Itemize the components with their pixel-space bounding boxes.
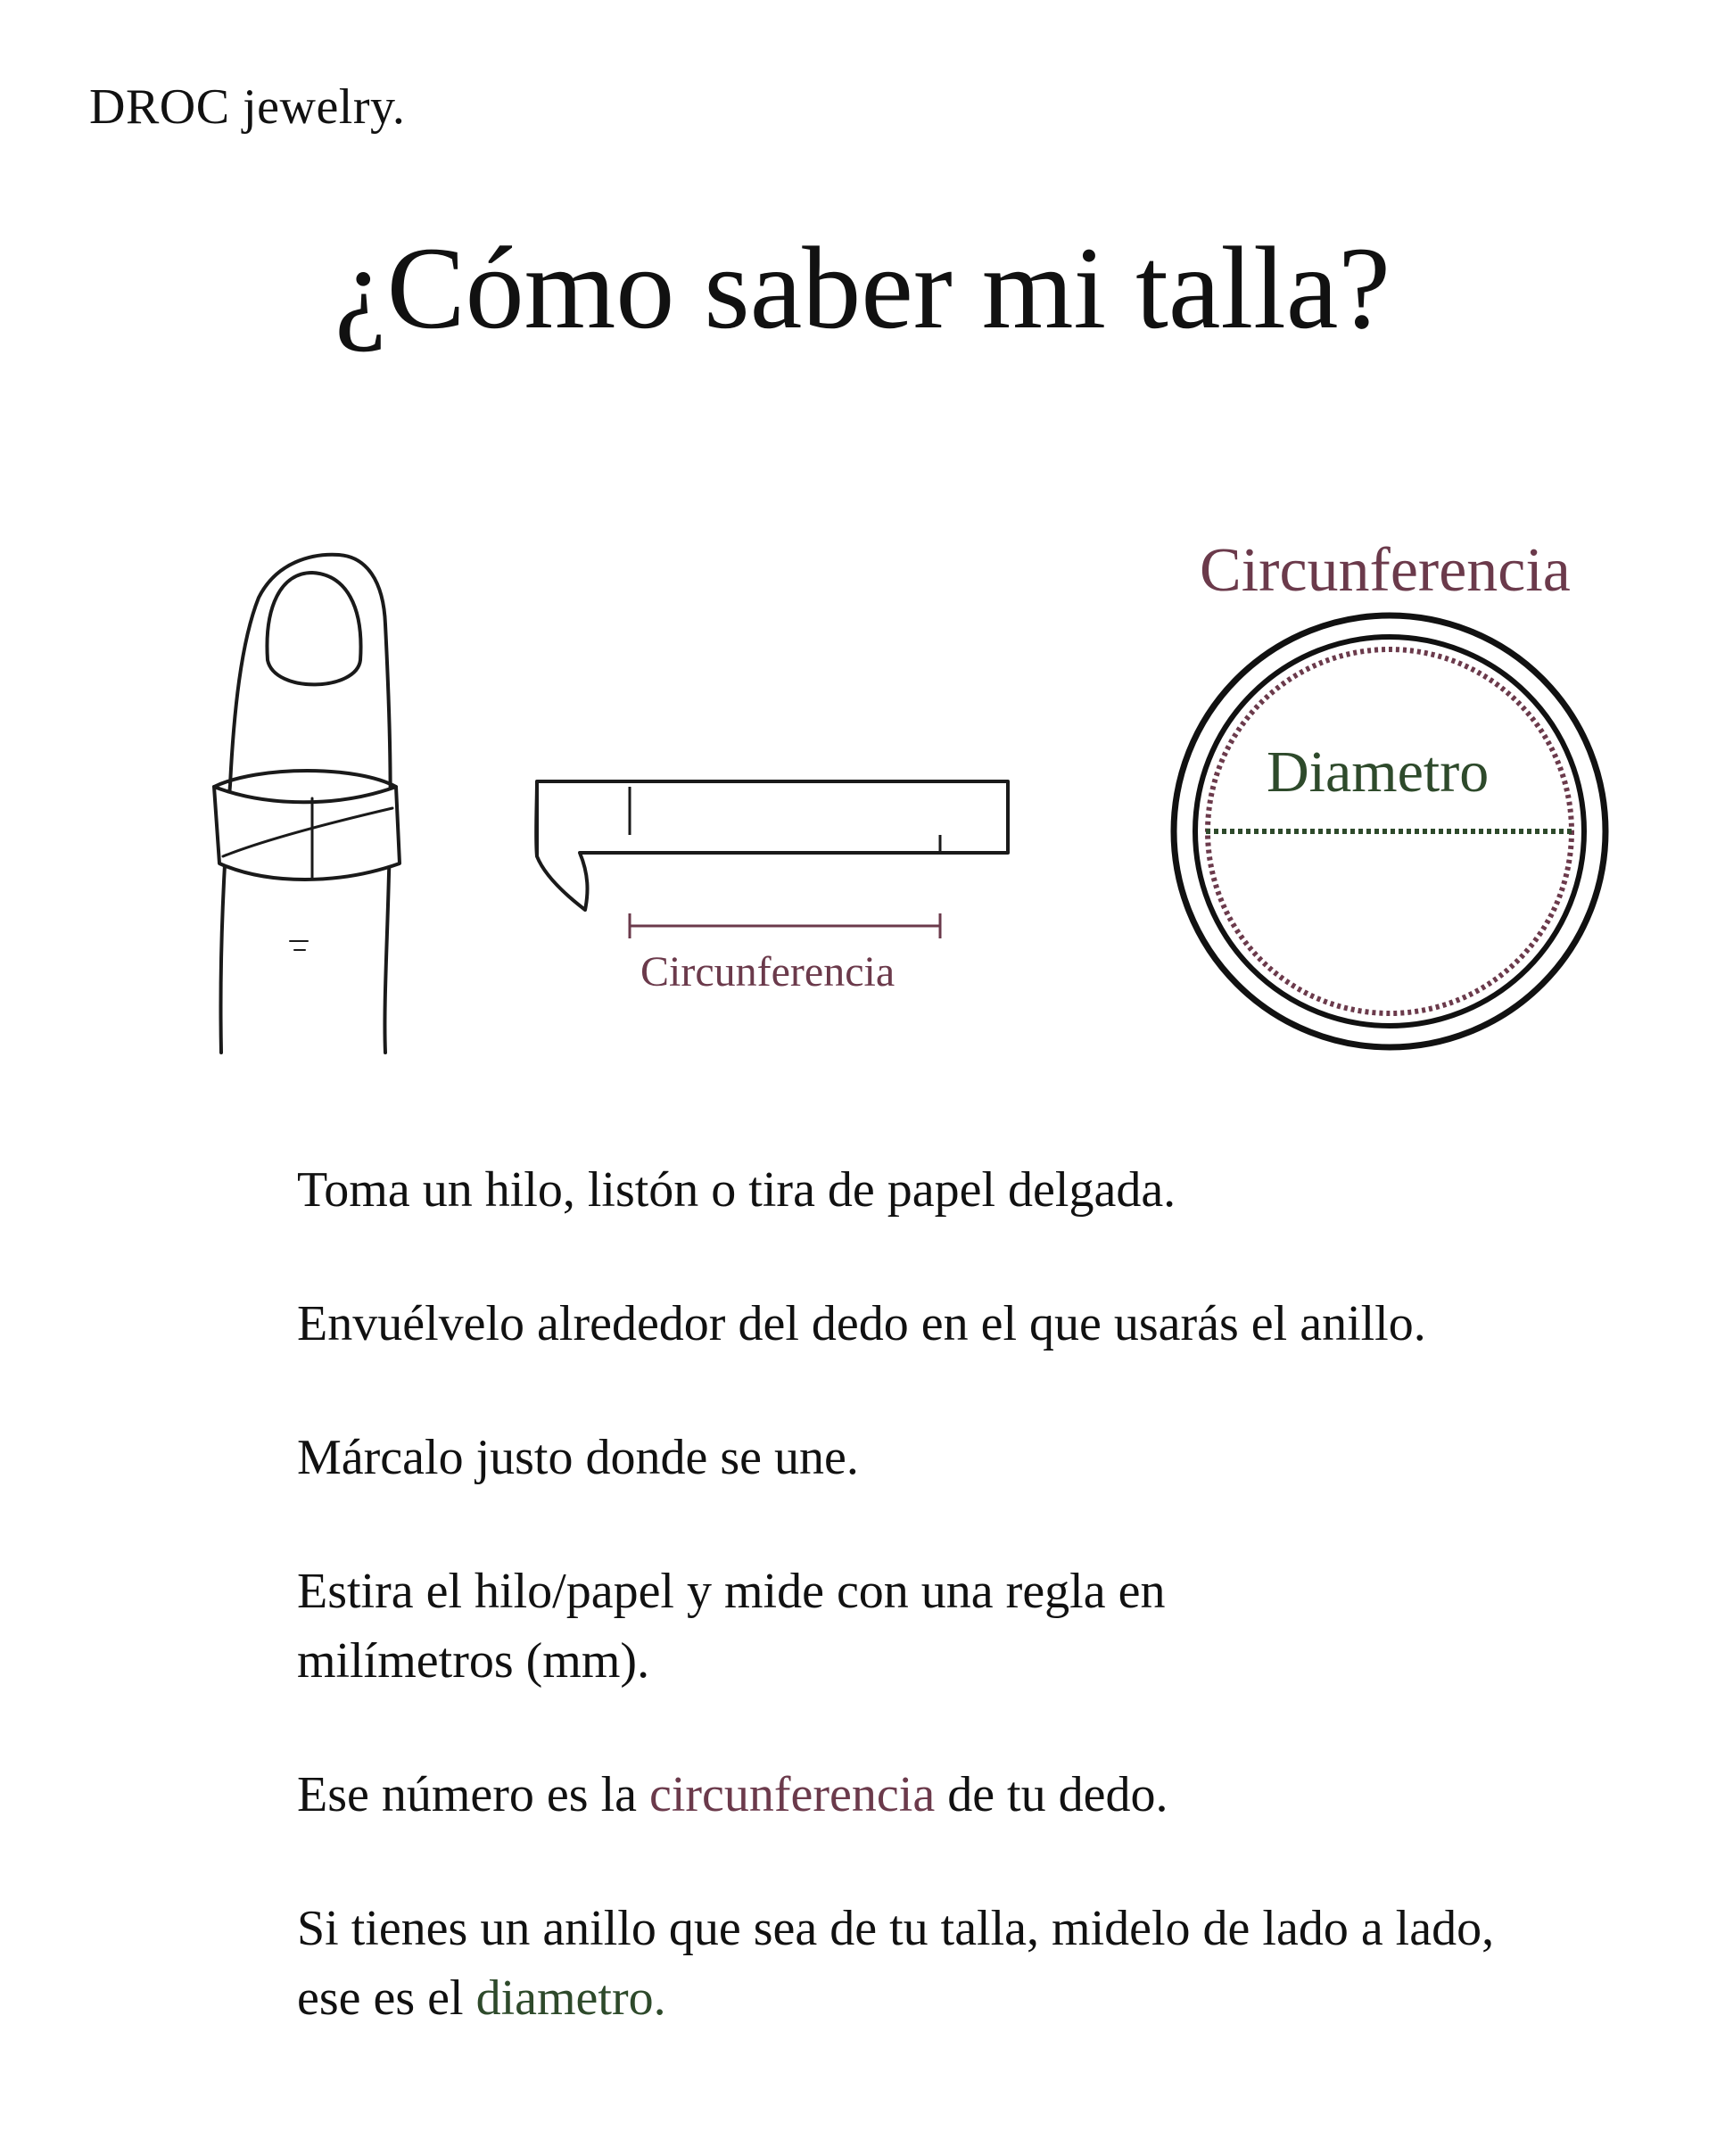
circumference-label-top: Circunferencia: [1200, 536, 1571, 605]
step-2: Envuélvelo alrededor del dedo en el que usarás el anillo.: [297, 1296, 1426, 1351]
step-6-before: Si tienes un anillo que sea de tu talla, midelo de lado a lado, ese es el: [297, 1901, 1495, 2026]
step-4: Estira el hilo/papel y mide con una regla en milímetros (mm).: [297, 1564, 1166, 1689]
brand-name: DROC jewelry.: [89, 79, 406, 135]
ring-circle-illustration: [1174, 615, 1605, 1047]
step-5: [297, 1760, 1546, 1830]
paper-strip-body: [537, 781, 1008, 910]
step-3: Márcalo justo donde se une.: [297, 1430, 859, 1485]
illustrations: [0, 500, 1725, 1088]
diameter-label: Diametro: [1267, 739, 1490, 805]
paper-strip-illustration: [536, 781, 1008, 938]
ring-band: [214, 787, 400, 880]
finger-with-ring-illustration: [214, 555, 400, 1053]
instructions: [297, 1155, 1546, 2097]
step-6: [297, 1894, 1546, 2033]
step-5-after: de tu dedo.: [935, 1767, 1168, 1822]
step-5-before: Ese número es la: [297, 1767, 649, 1822]
ring-inner-circle: [1195, 637, 1584, 1026]
page-title: ¿Cómo saber mi talla?: [334, 222, 1391, 353]
paper-strip-end: [536, 781, 537, 856]
circumference-label-strip: Circunferencia: [640, 948, 896, 995]
circumference-highlight: circunferencia: [648, 1767, 936, 1822]
diameter-highlight: diametro.: [475, 1970, 666, 2026]
step-1: Toma un hilo, listón o tira de papel delgada.: [297, 1162, 1176, 1218]
fingernail: [267, 573, 360, 684]
ring-top-edge: [214, 771, 396, 787]
